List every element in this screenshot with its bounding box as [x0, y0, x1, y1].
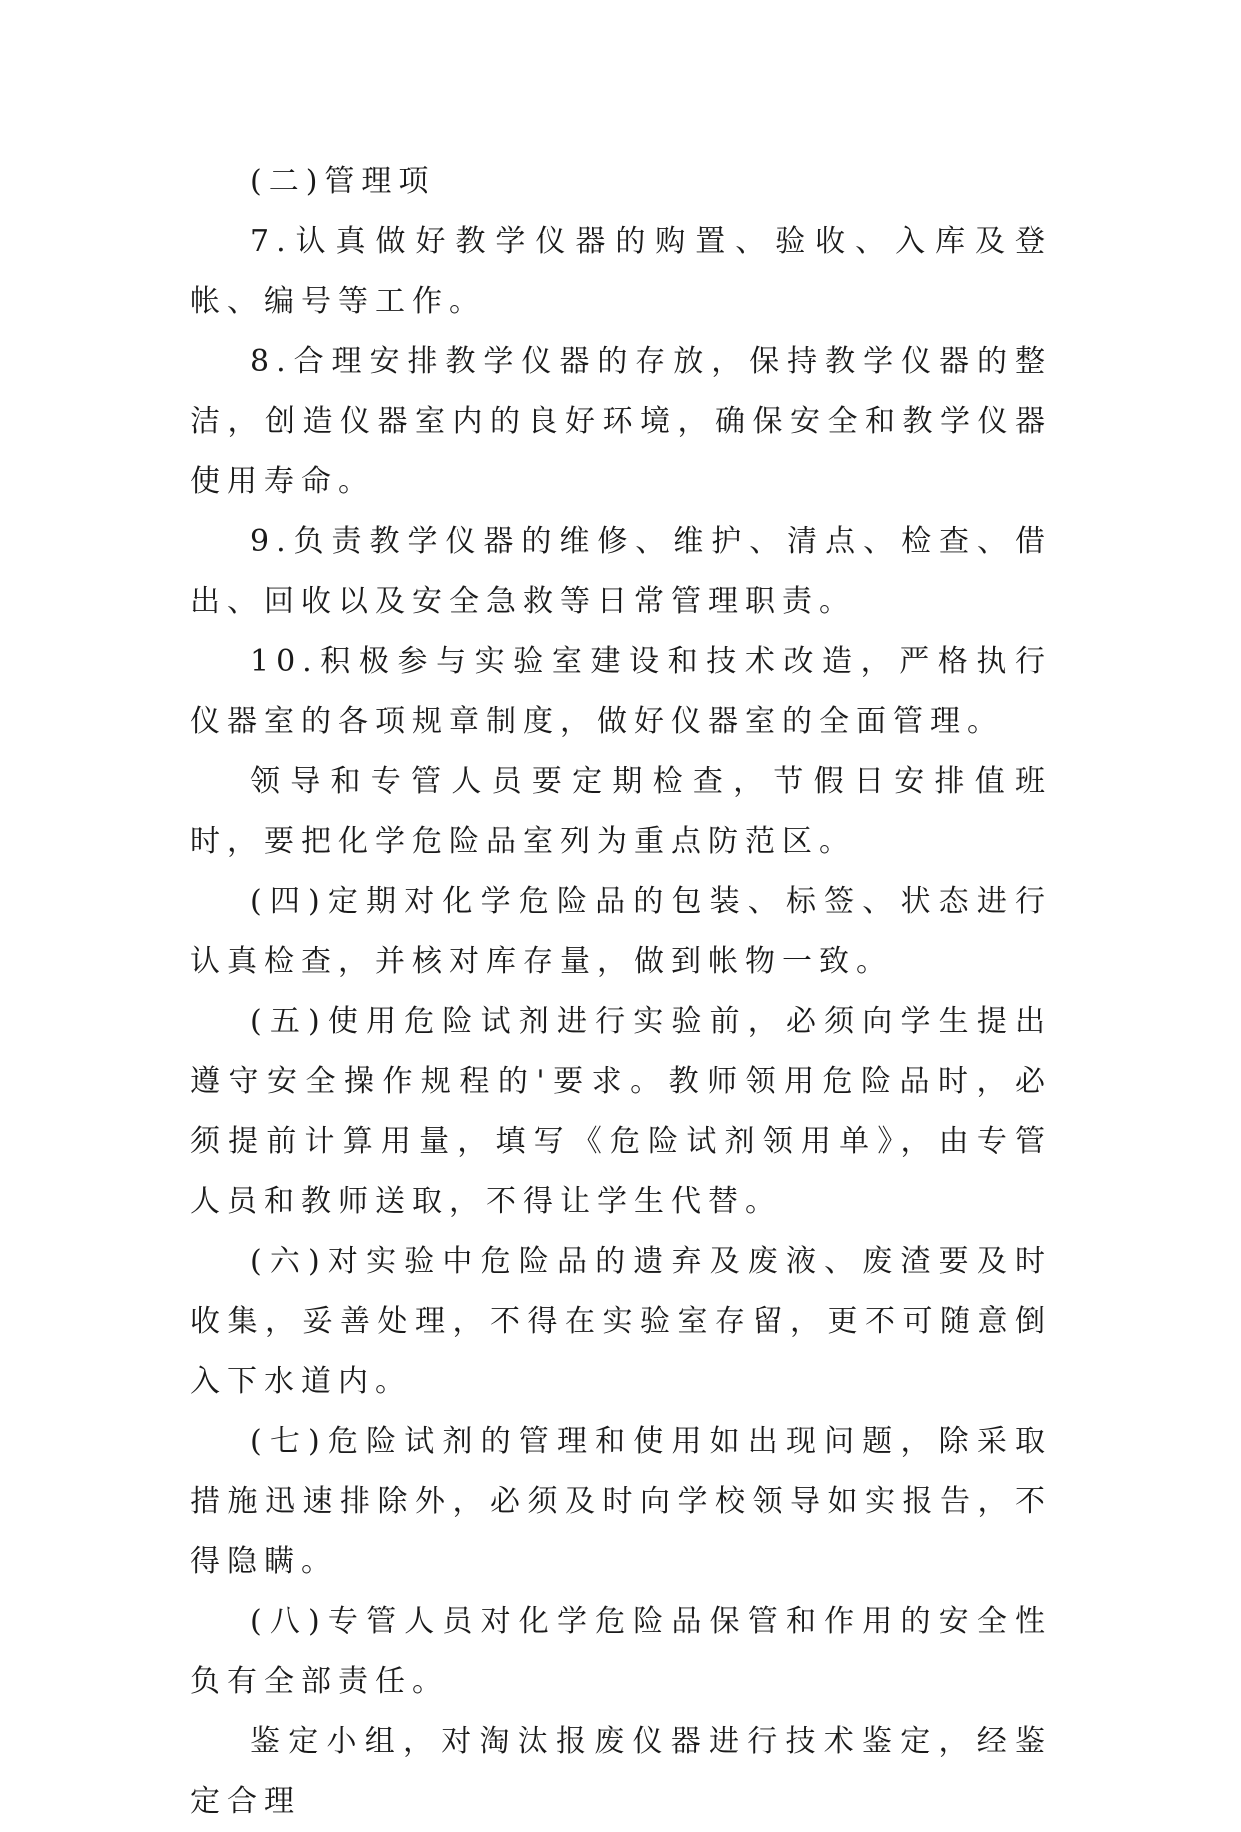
section-heading-management: (二)管理项 — [250, 164, 436, 199]
paragraph-appraisal: 鉴定小组，对淘汰报废仪器进行技术鉴定，经鉴定合理 — [190, 1724, 1052, 1819]
paragraph-section-5: (五)使用危险试剂进行实验前，必须向学生提出遵守安全操作规程的'要求。教师领用危险品时，必须提前计算用量，填写《危险试剂领用单》，由专管人员和教师送取，不得让学生代替。 — [190, 1004, 1052, 1219]
paragraph-item-9: 9.负责教学仪器的维修、维护、清点、检查、借出、回收以及安全急救等日常管理职责。 — [190, 524, 1052, 619]
paragraph-item-7: 7.认真做好教学仪器的购置、验收、入库及登帐、编号等工作。 — [190, 224, 1052, 319]
paragraph-item-8: 8.合理安排教学仪器的存放，保持教学仪器的整洁，创造仪器室内的良好环境，确保安全和教学仪器使用寿命。 — [190, 344, 1052, 499]
paragraph-item-10: 10.积极参与实验室建设和技术改造，严格执行仪器室的各项规章制度，做好仪器室的全面管理。 — [190, 644, 1052, 739]
paragraph-section-7: (七)危险试剂的管理和使用如出现问题，除采取措施迅速排除外，必须及时向学校领导如实报告，不得隐瞒。 — [190, 1424, 1052, 1579]
paragraph-inspection: 领导和专管人员要定期检查，节假日安排值班时，要把化学危险品室列为重点防范区。 — [190, 764, 1052, 859]
paragraph-section-4: (四)定期对化学危险品的包装、标签、状态进行认真检查，并核对库存量，做到帐物一致。 — [190, 884, 1052, 979]
paragraph-section-6: (六)对实验中危险品的遗弃及废液、废渣要及时收集，妥善处理，不得在实验室存留，更不可随意倒入下水道内。 — [190, 1244, 1052, 1399]
document-body — [190, 152, 1052, 1832]
paragraph-section-8: (八)专管人员对化学危险品保管和作用的安全性负有全部责任。 — [190, 1604, 1052, 1699]
